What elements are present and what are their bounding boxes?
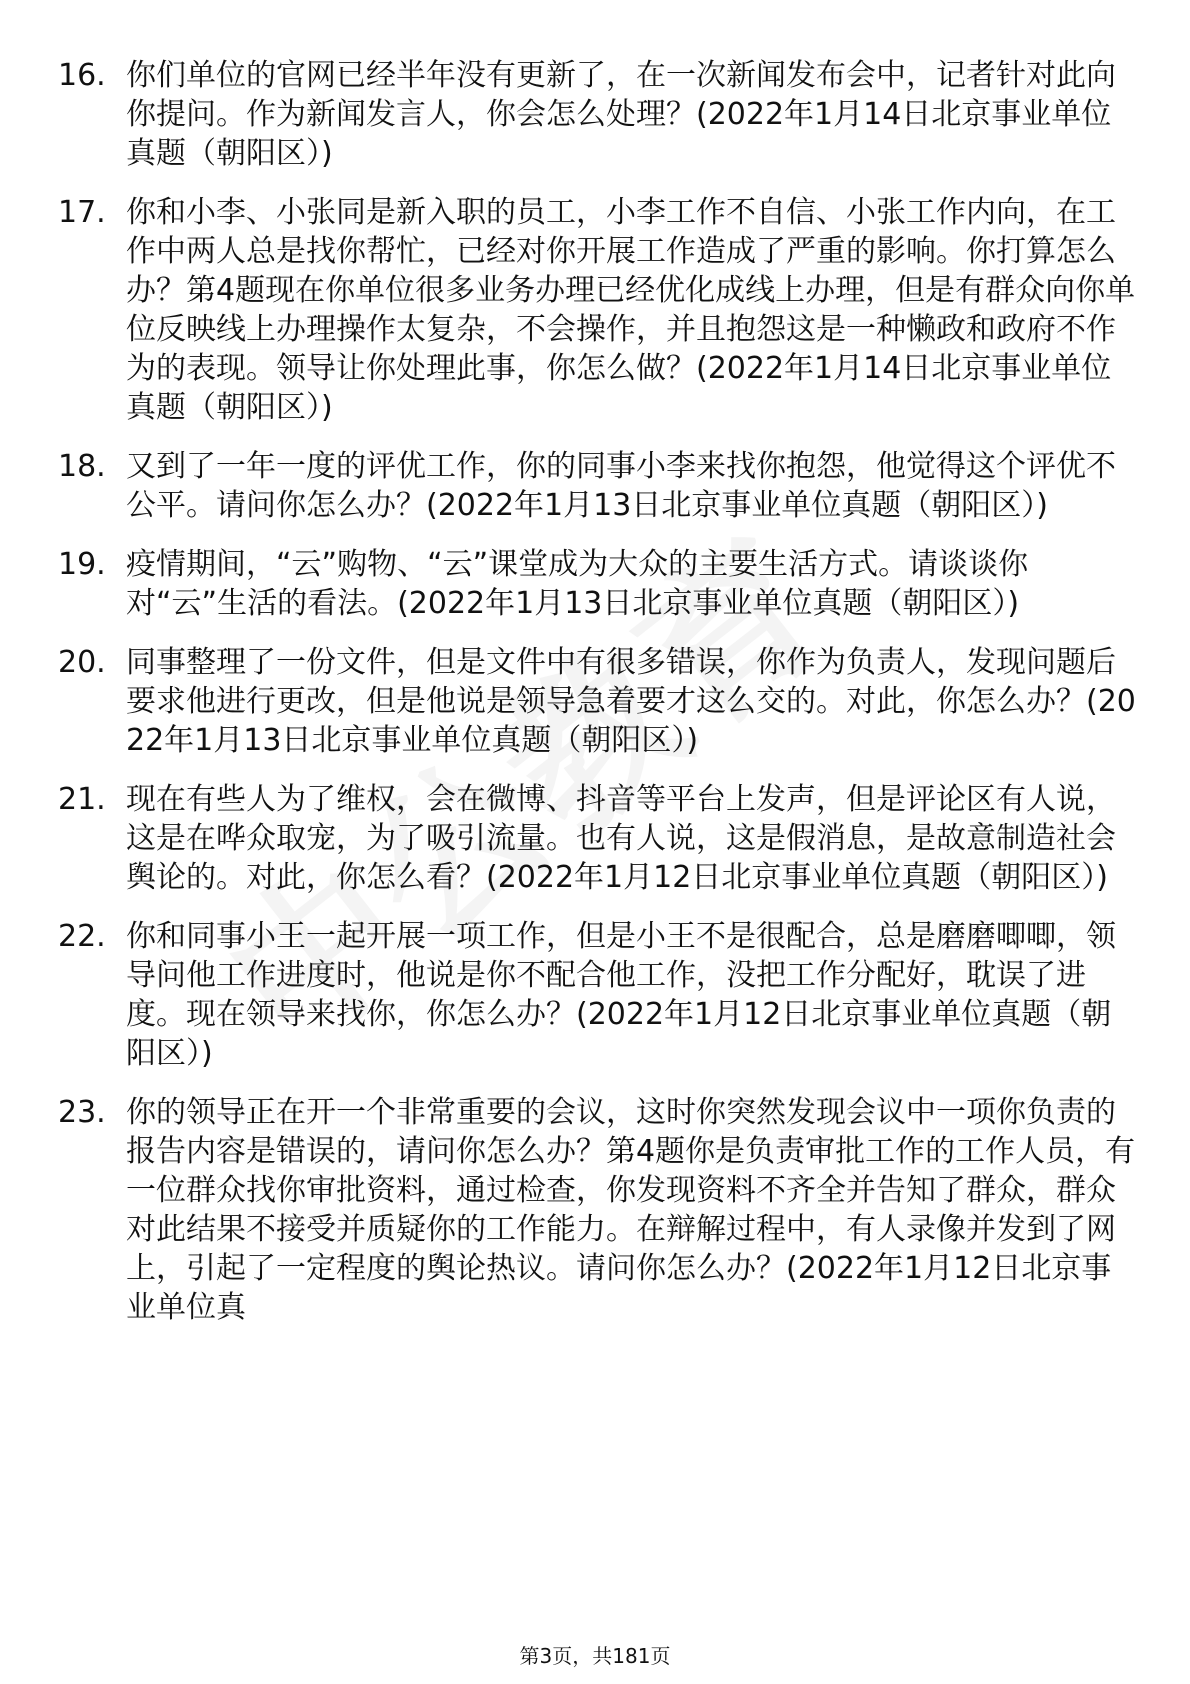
question-number: 18.	[58, 449, 106, 484]
question-item-19	[58, 545, 1138, 623]
question-text: 你和同事小王一起开展一项工作，但是小王不是很配合，总是磨磨唧唧，领导问他工作进度时，他说是你不配合他工作，没把工作分配好，耽误了进度。现在领导来找你，你怎么办？(2022年1月12日北京事业单位真题（朝阳区）)	[126, 919, 1116, 1071]
question-number: 17.	[58, 195, 106, 230]
question-number: 19.	[58, 547, 106, 582]
question-item-20	[58, 643, 1138, 760]
question-text: 现在有些人为了维权，会在微博、抖音等平台上发声，但是评论区有人说，这是在哗众取宠，为了吸引流量。也有人说，这是假消息，是故意制造社会舆论的。对此，你怎么看？(2022年1月12日北京事业单位真题（朝阳区）)	[126, 782, 1116, 895]
question-text: 又到了一年一度的评优工作，你的同事小李来找你抱怨，他觉得这个评优不公平。请问你怎么办？(2022年1月13日北京事业单位真题（朝阳区）)	[126, 449, 1116, 523]
question-list	[58, 56, 1138, 1347]
question-number: 21.	[58, 782, 106, 817]
question-text: 你的领导正在开一个非常重要的会议，这时你突然发现会议中一项你负责的报告内容是错误的，请问你怎么办？第4题你是负责审批工作的工作人员，有一位群众找你审批资料，通过检查，你发现资料不齐全并告知了群众，群众对此结果不接受并质疑你的工作能力。在辩解过程中，有人录像并发到了网上，引起了一定程度的舆论热议。请问你怎么办？(2022年1月12日北京事业单位真	[126, 1095, 1136, 1325]
question-number: 16.	[58, 58, 106, 93]
question-number: 20.	[58, 645, 106, 680]
question-number: 22.	[58, 919, 106, 954]
question-text: 同事整理了一份文件，但是文件中有很多错误，你作为负责人，发现问题后要求他进行更改，但是他说是领导急着要才这么交的。对此，你怎么办？(2022年1月13日北京事业单位真题（朝阳区）)	[126, 645, 1136, 758]
question-item-22	[58, 917, 1138, 1073]
page-footer: 第3页，共181页	[519, 1644, 671, 1668]
question-item-16	[58, 56, 1138, 173]
question-item-23	[58, 1093, 1138, 1327]
question-number: 23.	[58, 1095, 106, 1130]
question-text: 你们单位的官网已经半年没有更新了，在一次新闻发布会中，记者针对此向你提问。作为新闻发言人，你会怎么处理？(2022年1月14日北京事业单位真题（朝阳区）)	[126, 58, 1116, 171]
question-text: 你和小李、小张同是新入职的员工，小李工作不自信、小张工作内向，在工作中两人总是找你帮忙，已经对你开展工作造成了严重的影响。你打算怎么办？第4题现在你单位很多业务办理已经优化成线上办理，但是有群众向你单位反映线上办理操作太复杂，不会操作，并且抱怨这是一种懒政和政府不作为的表现。领导让你处理此事，你怎么做？(2022年1月14日北京事业单位真题（朝阳区）)	[126, 195, 1136, 425]
question-text: 疫情期间，“云”购物、“云”课堂成为大众的主要生活方式。请谈谈你对“云”生活的看法。(2022年1月13日北京事业单位真题（朝阳区）)	[126, 547, 1029, 621]
question-item-17	[58, 193, 1138, 427]
question-item-21	[58, 780, 1138, 897]
question-item-18	[58, 447, 1138, 525]
